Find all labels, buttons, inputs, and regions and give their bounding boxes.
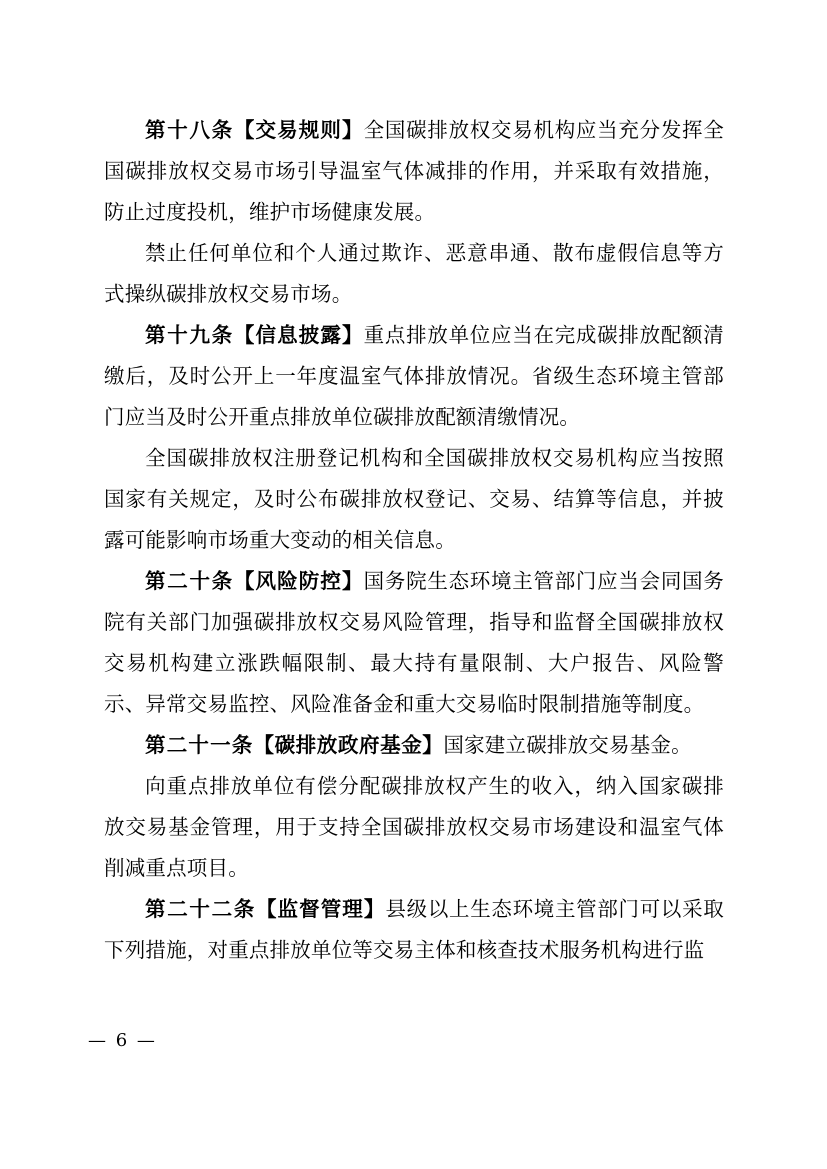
page-footer <box>0 1030 827 1051</box>
paragraph-text: 全国碳排放权注册登记机构和全国碳排放权交易机构应当按照国家有关规定，及时公布碳排放权登记、交易、结算等信息，并披露可能影响市场重大变动的相关信息。 <box>104 446 724 552</box>
article-number: 第十八条 <box>145 118 234 142</box>
article-number: 第二十一条 <box>145 733 254 757</box>
article-number: 第二十条 <box>145 569 234 593</box>
article-number: 第二十二条 <box>145 897 256 921</box>
article-title: 【监督管理】 <box>255 897 386 921</box>
paragraph-text: 全国碳排放权交易机构应当充分发挥全国碳排放权交易市场引导温室气体减排的作用，并采取有效措施，防止过度投机，维护市场健康发展。 <box>104 118 724 224</box>
page-number: — 6 — <box>88 1030 157 1051</box>
document-body <box>104 110 724 971</box>
article-title: 【碳排放政府基金】 <box>253 733 444 757</box>
paragraph-text: 国家建立碳排放交易基金。 <box>443 733 692 757</box>
article-number: 第十九条 <box>145 323 234 347</box>
paragraph-text: 县级以上生态环境主管部门可以采取下列措施，对重点排放单位等交易主体和核查技术服务机构进行监 <box>104 897 725 962</box>
article-title: 【交易规则】 <box>233 118 364 142</box>
article-title: 【风险防控】 <box>233 569 364 593</box>
paragraph <box>104 110 724 233</box>
paragraph-text: 向重点排放单位有偿分配碳排放权产生的收入，纳入国家碳排放交易基金管理，用于支持全国碳排放权交易市场建设和温室气体削减重点项目。 <box>104 774 724 880</box>
paragraph <box>104 233 724 315</box>
paragraph <box>104 315 724 438</box>
paragraph-text: 重点排放单位应当在完成碳排放配额清缴后，及时公开上一年度温室气体排放情况。省级生态环境主管部门应当及时公开重点排放单位碳排放配额清缴情况。 <box>104 323 724 429</box>
paragraph-text: 国务院生态环境主管部门应当会同国务院有关部门加强碳排放权交易风险管理，指导和监督全国碳排放权交易机构建立涨跌幅限制、最大持有量限制、大户报告、风险警示、异常交易监控、风险准备金和重大交易临时限制措施等制度。 <box>104 569 724 716</box>
paragraph <box>104 889 724 971</box>
paragraph <box>104 561 724 725</box>
paragraph <box>104 766 724 889</box>
article-title: 【信息披露】 <box>233 323 364 347</box>
paragraph-text: 禁止任何单位和个人通过欺诈、恶意串通、散布虚假信息等方式操纵碳排放权交易市场。 <box>104 241 724 306</box>
paragraph <box>104 725 724 766</box>
paragraph <box>104 438 724 561</box>
